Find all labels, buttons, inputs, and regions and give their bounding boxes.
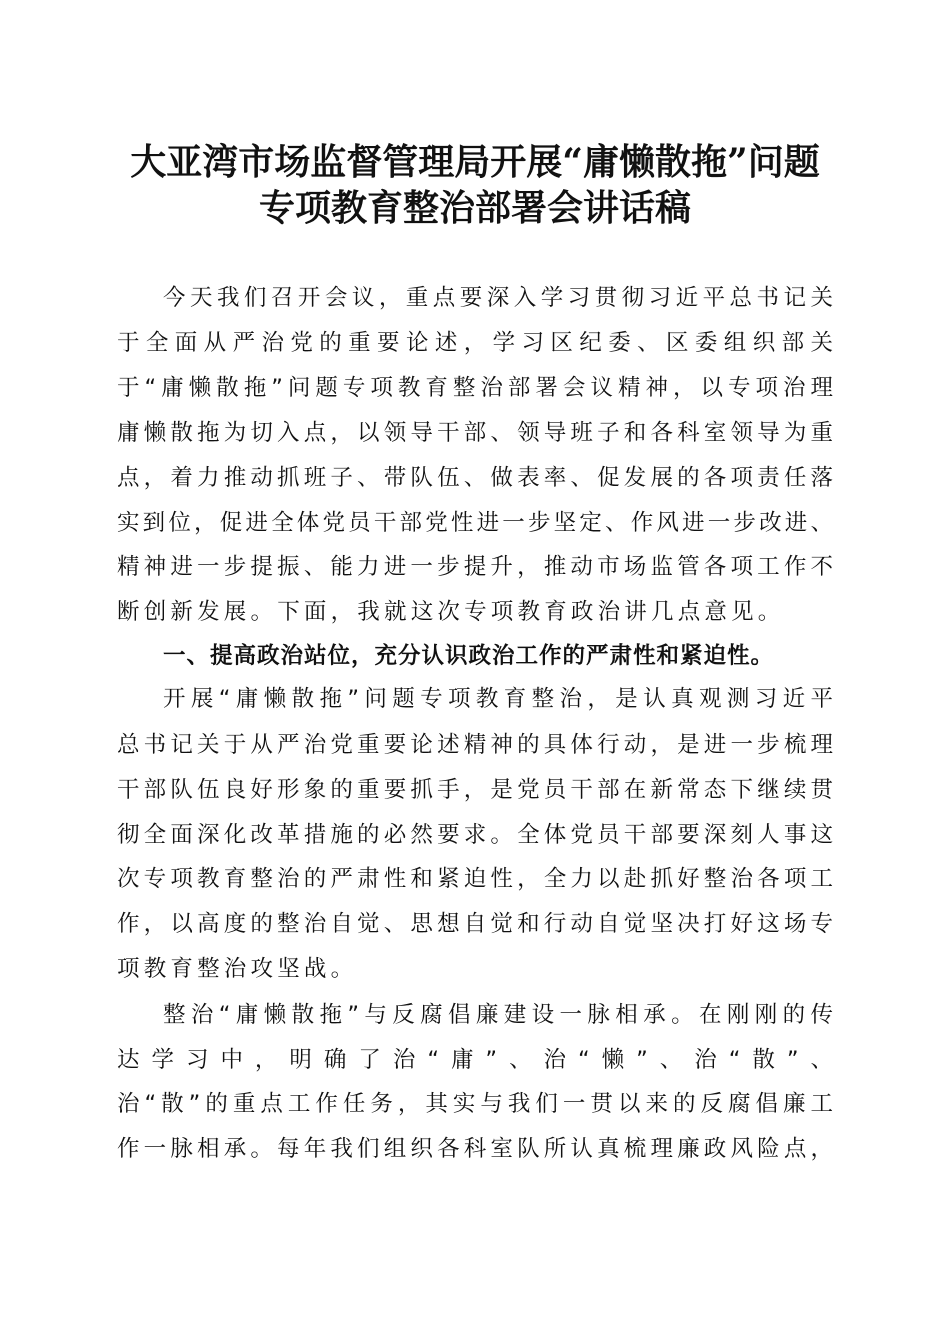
paragraph-1-line: 庸懒散拖为切入点，以领导干部、领导班子和各科室领导为重: [117, 420, 833, 446]
paragraph-3-line: 作一脉相承。每年我们组织各科室队所认真梳理廉政风险点，: [117, 1136, 833, 1162]
paragraph-3-line: 整治“庸懒散拖”与反腐倡廉建设一脉相承。在刚刚的传: [163, 1002, 833, 1028]
paragraph-1-line: 今天我们召开会议，重点要深入学习贯彻习近平总书记关: [163, 285, 833, 311]
paragraph-2-line: 彻全面深化改革措施的必然要求。全体党员干部要深刻人事这: [117, 822, 833, 848]
paragraph-2-line: 次专项教育整治的严肃性和紧迫性，全力以赴抓好整治各项工: [117, 866, 833, 892]
paragraph-2-line: 开展“庸懒散拖”问题专项教育整治，是认真观测习近平: [163, 686, 833, 712]
paragraph-2-line: 干部队伍良好形象的重要抓手，是党员干部在新常态下继续贯: [117, 777, 833, 803]
paragraph-3-line: 治“散”的重点工作任务，其实与我们一贯以来的反腐倡廉工: [117, 1091, 833, 1117]
document-title-line-1: 大亚湾市场监督管理局开展“庸懒散拖”问题: [130, 141, 820, 183]
paragraph-1-line: 于全面从严治党的重要论述，学习区纪委、区委组织部关: [117, 330, 833, 356]
paragraph-1-line: 断创新发展。下面，我就这次专项教育政治讲几点意见。: [117, 599, 785, 625]
paragraph-1-line: 于“庸懒散拖”问题专项教育整治部署会议精神，以专项治理: [117, 375, 833, 401]
document-title-line-2: 专项教育整治部署会讲话稿: [258, 187, 691, 229]
paragraph-2-line: 总书记关于从严治党重要论述精神的具体行动，是进一步梳理: [117, 732, 833, 758]
paragraph-1-line: 点，着力推动抓班子、带队伍、做表率、促发展的各项责任落: [117, 465, 833, 491]
paragraph-2-line: 作，以高度的整治自觉、思想自觉和行动自觉坚决打好这场专: [117, 911, 833, 937]
paragraph-2-line: 项教育整治攻坚战。: [117, 956, 358, 982]
paragraph-3-line: 达学习中，明确了治“庸”、治“懒”、治“散”、: [117, 1047, 833, 1073]
paragraph-1-line: 实到位，促进全体党员干部党性进一步坚定、作风进一步改进、: [117, 510, 833, 536]
section-heading-1: 一、提高政治站位，充分认识政治工作的严肃性和紧迫性。: [163, 643, 775, 669]
paragraph-1-line: 精神进一步提振、能力进一步提升，推动市场监管各项工作不: [117, 554, 833, 580]
